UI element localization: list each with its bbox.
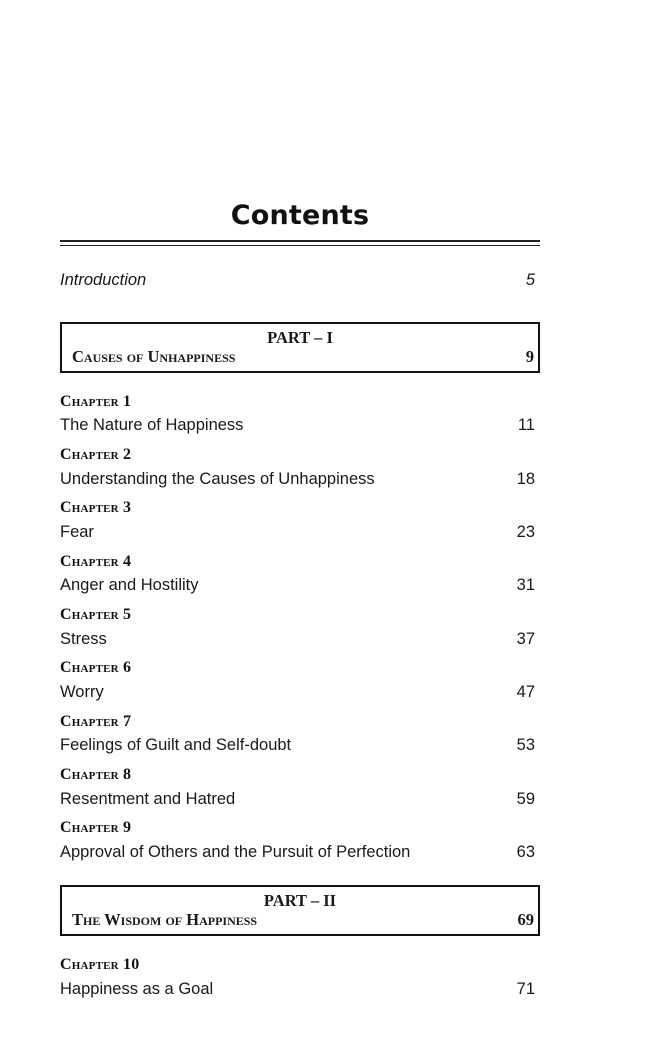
toc-entry-chapter-9[interactable] bbox=[60, 843, 540, 867]
part-title: Causes of Unhappiness bbox=[72, 347, 236, 366]
part-page-number: 69 bbox=[517, 910, 534, 929]
toc-entry-chapter-3[interactable] bbox=[60, 523, 540, 547]
chapter-label: Chapter 4 bbox=[60, 553, 132, 570]
chapter-label: Chapter 8 bbox=[60, 766, 132, 783]
entry-title: Fear bbox=[60, 523, 94, 541]
page-title: Contents bbox=[230, 200, 370, 231]
part-page-number: 9 bbox=[525, 347, 534, 366]
entry-page-number: 37 bbox=[516, 630, 535, 648]
entry-page-number: 11 bbox=[517, 416, 535, 434]
chapter-label: Chapter 3 bbox=[60, 499, 132, 516]
entry-title: Feelings of Guilt and Self-doubt bbox=[60, 736, 292, 754]
toc-entry-chapter-7[interactable] bbox=[60, 736, 540, 760]
entry-page-number: 53 bbox=[516, 736, 535, 754]
entry-title: Understanding the Causes of Unhappiness bbox=[60, 470, 375, 488]
chapter-label: Chapter 2 bbox=[60, 446, 132, 463]
chapter-label: Chapter 9 bbox=[60, 819, 132, 836]
chapter-label: Chapter 6 bbox=[60, 659, 132, 676]
chapter-label: Chapter 5 bbox=[60, 606, 132, 623]
entry-page-number: 63 bbox=[516, 843, 535, 861]
entry-page-number: 47 bbox=[516, 683, 535, 701]
chapter-label: Chapter 1 bbox=[60, 393, 132, 410]
title-divider bbox=[60, 240, 540, 246]
entry-page-number: 59 bbox=[516, 790, 535, 808]
toc-entry-chapter-6[interactable] bbox=[60, 683, 540, 707]
entry-title: Worry bbox=[60, 683, 104, 701]
entry-title: Anger and Hostility bbox=[60, 576, 199, 594]
toc-entry-chapter-2[interactable] bbox=[60, 470, 540, 494]
entry-title: Introduction bbox=[60, 271, 147, 289]
part-label: PART – II bbox=[263, 891, 337, 910]
entry-title: Stress bbox=[60, 630, 107, 648]
part-label: PART – I bbox=[267, 328, 333, 347]
toc-entry-chapter-1[interactable] bbox=[60, 416, 540, 440]
entry-title: The Nature of Happiness bbox=[60, 416, 244, 434]
entry-page-number: 71 bbox=[516, 980, 535, 998]
contents-page bbox=[60, 0, 540, 1060]
entry-page-number: 23 bbox=[516, 523, 535, 541]
entry-title: Resentment and Hatred bbox=[60, 790, 236, 808]
entry-page-number: 18 bbox=[516, 470, 535, 488]
chapter-label: Chapter 7 bbox=[60, 713, 132, 730]
chapter-label: Chapter 10 bbox=[60, 956, 140, 973]
entry-page-number: 31 bbox=[516, 576, 535, 594]
toc-entry-chapter-10[interactable] bbox=[60, 980, 540, 1004]
toc-entry-chapter-4[interactable] bbox=[60, 576, 540, 600]
entry-page-number: 5 bbox=[525, 271, 535, 289]
part-1-box[interactable] bbox=[60, 322, 540, 373]
entry-title: Happiness as a Goal bbox=[60, 980, 214, 998]
toc-entry-chapter-5[interactable] bbox=[60, 630, 540, 654]
part-title: The Wisdom of Happiness bbox=[72, 910, 258, 929]
part-2-box[interactable] bbox=[60, 885, 540, 936]
toc-entry-chapter-8[interactable] bbox=[60, 790, 540, 814]
toc-entry-introduction[interactable] bbox=[60, 271, 540, 295]
entry-title: Approval of Others and the Pursuit of Perfection bbox=[60, 843, 411, 861]
